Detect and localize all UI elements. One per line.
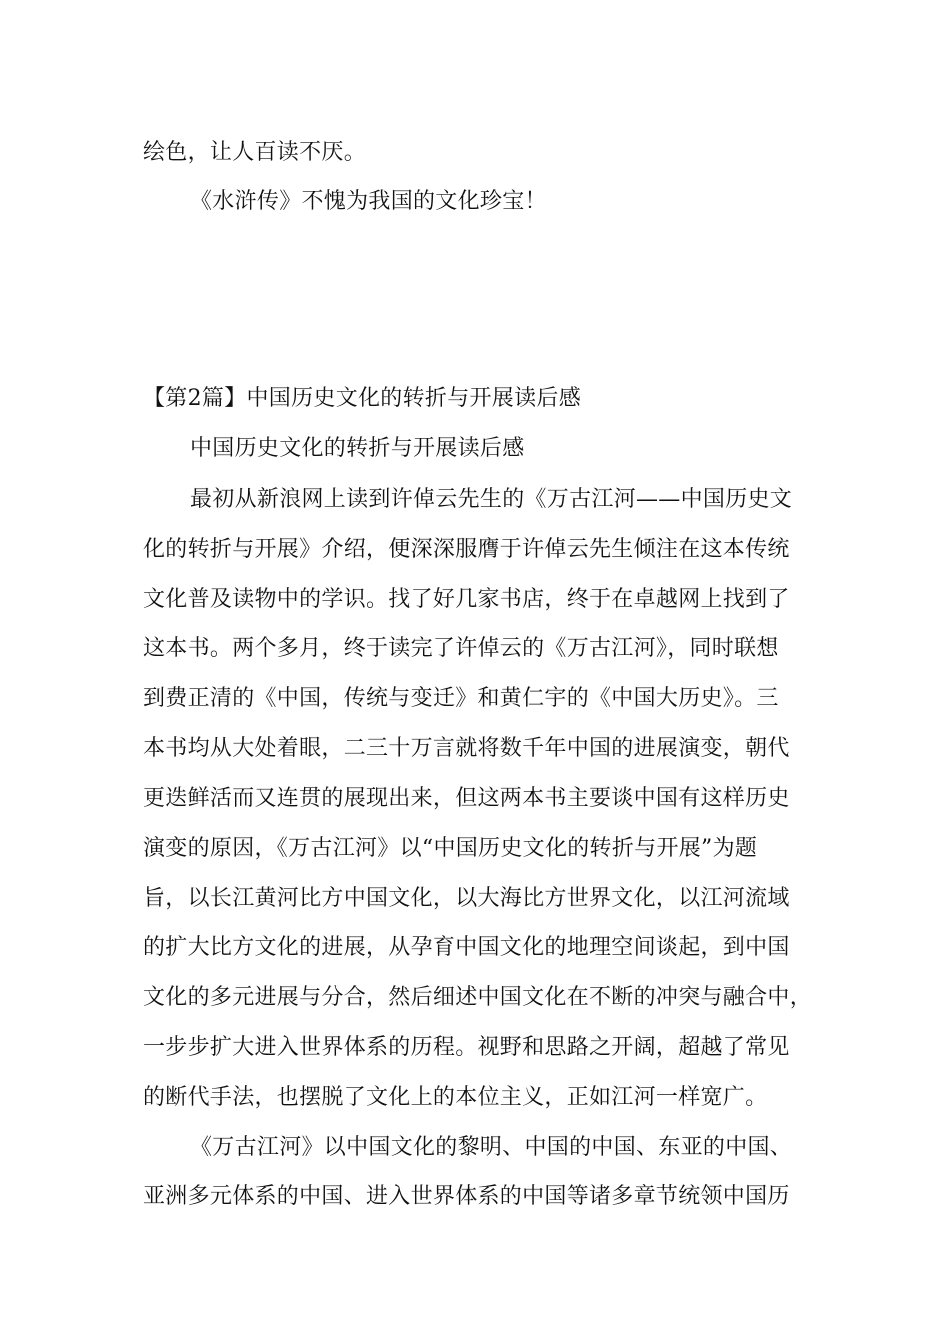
paragraph-line-13: 的断代手法，也摆脱了文化上的本位主义，正如江河一样宽广。 [143,1085,768,1110]
paragraph-line-7: 更迭鲜活而又连贯的展现出来，但这两本书主要谈中国有这样历史 [143,786,790,811]
section-heading: 【第2篇】中国历史文化的转折与开展读后感 [143,386,581,411]
paragraph-line-8: 演变的原因，《万古江河》以“中国历史文化的转折与开展”为题 [143,836,758,861]
paragraph-2-line-1: 《万古江河》以中国文化的黎明、中国的中国、东亚的中国、 [190,1135,793,1160]
paragraph-line-11: 文化的多元进展与分合，然后细述中国文化在不断的冲突与融合中， [143,985,813,1010]
paragraph-line-5: 到费正清的《中国，传统与变迁》和黄仁宇的《中国大历史》。三 [143,686,779,711]
paragraph-line-3: 文化普及读物中的学识。找了好几家书店，终于在卓越网上找到了 [143,587,790,612]
paragraph-2-line-2: 亚洲多元体系的中国、进入世界体系的中国等诸多章节统领中国历 [143,1184,790,1209]
paragraph-line-4: 这本书。两个多月，终于读完了许倬云的《万古江河》，同时联想 [143,636,779,661]
paragraph-line-12: 一步步扩大进入世界体系的历程。视野和思路之开阔，超越了常见 [143,1035,790,1060]
paragraph-line-10: 的扩大比方文化的进展，从孕育中国文化的地理空间谈起，到中国 [143,935,790,960]
paragraph-line-6: 本书均从大处着眼，二三十万言就将数千年中国的进展演变，朝代 [143,736,790,761]
text-line-2: 《水浒传》不愧为我国的文化珍宝！ [190,189,547,214]
paragraph-line-2: 化的转折与开展》介绍，便深深服膺于许倬云先生倾注在这本传统 [143,537,790,562]
text-line-1: 绘色，让人百读不厌。 [143,140,367,165]
paragraph-line-9: 旨，以长江黄河比方中国文化，以大海比方世界文化，以江河流域 [143,886,790,911]
article-title: 中国历史文化的转折与开展读后感 [190,436,525,461]
paragraph-line-1: 最初从新浪网上读到许倬云先生的《万古江河——中国历史文 [190,487,793,512]
